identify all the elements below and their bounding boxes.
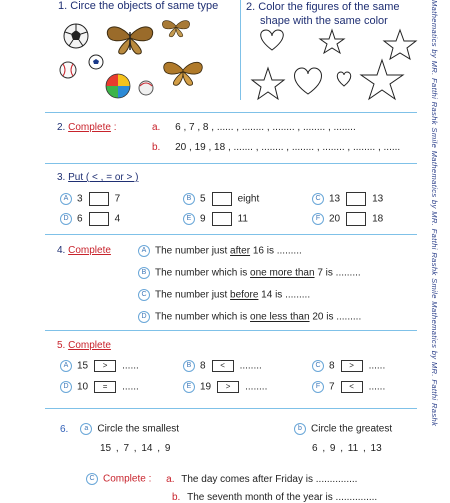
q3-item [183, 192, 259, 206]
item-letter-badge: E [183, 213, 195, 225]
q2-number: 2. [246, 1, 256, 13]
q1-text: Circe the objects of same type [70, 0, 219, 12]
q3-heading [57, 172, 138, 183]
left-value: 5 [200, 193, 206, 205]
q6-c-b-row [172, 492, 377, 503]
item-letter-badge: F [312, 381, 324, 393]
item-letter-badge: a [80, 423, 92, 435]
right-value: 18 [372, 213, 384, 225]
objects-illustration [58, 18, 238, 108]
soccer-ball-icon [89, 55, 103, 69]
answer-box[interactable] [212, 192, 232, 206]
answer-blank: ........ [245, 381, 268, 393]
q6-c-a-label: a. [166, 473, 175, 485]
q6-c-a-text: The day comes after Friday is ............... [181, 473, 358, 485]
divider [45, 330, 417, 331]
star-icon [361, 60, 403, 99]
answer-box[interactable] [346, 212, 366, 226]
q6-a-text: Circle the smallest [97, 423, 180, 435]
q5-number-value: 7 [329, 381, 335, 393]
q3-item [183, 212, 248, 226]
item-letter-badge: C [86, 473, 98, 485]
item-letter-badge: C [138, 289, 150, 301]
left-value: 6 [77, 213, 83, 225]
q2c-b-row [152, 142, 400, 153]
left-value: 13 [329, 193, 341, 205]
item-letter-badge: F [312, 213, 324, 225]
q2-heading [246, 0, 400, 28]
q3-item [60, 192, 120, 206]
answer-blank: ...... [122, 360, 139, 372]
butterfly-icon [162, 21, 189, 37]
q5-item [183, 360, 262, 372]
q4-text-post: 14 is ......... [258, 289, 311, 301]
divider [45, 234, 417, 235]
q4-item [138, 245, 302, 257]
q6-number: 6. [60, 423, 69, 435]
star-icon [252, 68, 284, 99]
ball-icon [139, 81, 153, 95]
answer-box[interactable] [89, 192, 109, 206]
vertical-watermark: Mathematics by MR. Fatthi Rashk Smile Mathematics by MR. Fatthi Rashk Smile Mathematics by MR. Fatthi Rashk [430, 0, 439, 427]
column-divider [240, 0, 241, 100]
item-letter-badge: C [312, 193, 324, 205]
left-value: 20 [329, 213, 341, 225]
right-value: 13 [372, 193, 384, 205]
item-letter-badge: A [60, 360, 72, 372]
q5-number-value: 8 [329, 360, 335, 372]
q2c-b-label: b. [152, 142, 161, 153]
left-value: 9 [200, 213, 206, 225]
q4-title: Complete [68, 245, 111, 256]
item-letter-badge: D [60, 381, 72, 393]
q5-number-value: 15 [77, 360, 89, 372]
item-letter-badge: A [60, 193, 72, 205]
q4-text-pre: The number which is [155, 267, 251, 279]
answer-blank: ...... [368, 360, 386, 372]
q6-b-row [294, 423, 392, 435]
q4-text-pre: The number just [155, 289, 231, 301]
q6-c-title: Complete : [103, 473, 152, 485]
heart-icon [337, 72, 351, 86]
q6-a-numbers[interactable]: 15 , 7 , 14 , 9 [100, 443, 171, 454]
q5-item [60, 381, 139, 393]
shapes-illustration [252, 28, 422, 103]
q3-item [60, 212, 120, 226]
q2c-b-text: 20 , 19 , 18 , ....... , ........ , ........ , ........ , ........ , ...... [175, 142, 401, 153]
answer-box[interactable] [346, 192, 366, 206]
sign-box: < [341, 381, 363, 393]
item-letter-badge: E [183, 381, 195, 393]
sign-box: > [341, 360, 363, 372]
star-icon [320, 30, 344, 53]
star-icon [384, 30, 416, 59]
soccer-ball-icon [64, 24, 88, 48]
answer-blank: ...... [368, 381, 386, 393]
q2-line2: shape with the same color [260, 15, 388, 27]
right-value: 11 [237, 213, 248, 225]
q6-a-row [60, 423, 179, 435]
sign-box: = [94, 381, 116, 393]
sign-box: > [94, 360, 116, 372]
q5-number-value: 10 [77, 381, 89, 393]
divider [45, 408, 417, 409]
q5-item [312, 360, 385, 372]
answer-box[interactable] [212, 212, 232, 226]
q5-item [60, 360, 139, 372]
butterfly-icon [107, 27, 152, 54]
q4-item [138, 267, 361, 279]
q5-item [183, 381, 267, 393]
q2c-title: Complete [68, 122, 111, 133]
item-letter-badge: D [60, 213, 72, 225]
q2c-a-label: a. [152, 122, 161, 133]
heart-icon [261, 30, 284, 50]
q4-item [138, 289, 310, 301]
q6-c-row [86, 473, 357, 485]
right-value: 7 [114, 193, 121, 205]
sign-box: < [212, 360, 234, 372]
right-value: eight [237, 193, 260, 205]
divider [45, 112, 417, 113]
beach-ball-icon [106, 74, 130, 98]
item-letter-badge: D [138, 311, 150, 323]
q4-text-post: 16 is ......... [250, 245, 302, 257]
q4-text-underlined: one less than [250, 311, 310, 323]
q3-title: Put ( < , = or > ) [68, 172, 139, 183]
q6-b-text: Circle the greatest [311, 423, 393, 435]
q2c-a-row [152, 122, 356, 133]
item-letter-badge: b [294, 423, 306, 435]
left-value: 3 [77, 193, 83, 205]
q2c-colon: : [113, 122, 117, 133]
answer-blank: ...... [122, 381, 139, 393]
right-value: 4 [114, 213, 121, 225]
answer-box[interactable] [89, 212, 109, 226]
q1-heading [58, 0, 218, 12]
q5-title: Complete [68, 340, 111, 351]
answer-blank: ........ [239, 360, 262, 372]
sign-box: > [217, 381, 239, 393]
q4-text-underlined: after [230, 245, 251, 257]
divider [45, 163, 417, 164]
q4-text-post: 20 is ......... [309, 311, 362, 323]
item-letter-badge: B [183, 360, 195, 372]
q3-number: 3. [57, 172, 66, 183]
item-letter-badge: C [312, 360, 324, 372]
q2c-heading [57, 122, 117, 133]
q3-item [312, 212, 383, 226]
butterfly-icon [164, 62, 203, 85]
q5-number: 5. [57, 340, 66, 351]
q5-item [312, 381, 385, 393]
q4-heading [57, 245, 111, 256]
q4-text-pre: The number which is [155, 311, 251, 323]
q3-item [312, 192, 383, 206]
item-letter-badge: B [138, 267, 150, 279]
q4-text-post: 7 is ......... [314, 267, 361, 279]
baseball-icon [60, 62, 76, 78]
item-letter-badge: A [138, 245, 150, 257]
q5-number-value: 19 [200, 381, 212, 393]
q6-b-numbers[interactable]: 6 , 9 , 11 , 13 [312, 443, 382, 454]
heart-icon [295, 68, 322, 94]
q6-c-b-label: b. [172, 492, 181, 503]
q4-text-underlined: before [230, 289, 259, 301]
q4-number: 4. [57, 245, 66, 256]
q4-item [138, 311, 361, 323]
q4-text-pre: The number just [155, 245, 231, 257]
q5-number-value: 8 [200, 360, 206, 372]
q6-c-b-text: The seventh month of the year is ............... [187, 492, 378, 503]
q1-number: 1. [58, 0, 68, 12]
q5-heading [57, 340, 111, 351]
q2-line1: Color the figures of the same [258, 1, 400, 13]
q2c-a-text: 6 , 7 , 8 , ...... , ........ , ........ , ........ , ........ [175, 122, 356, 133]
q4-text-underlined: one more than [250, 267, 315, 279]
q2c-number: 2. [57, 122, 66, 133]
item-letter-badge: B [183, 193, 195, 205]
